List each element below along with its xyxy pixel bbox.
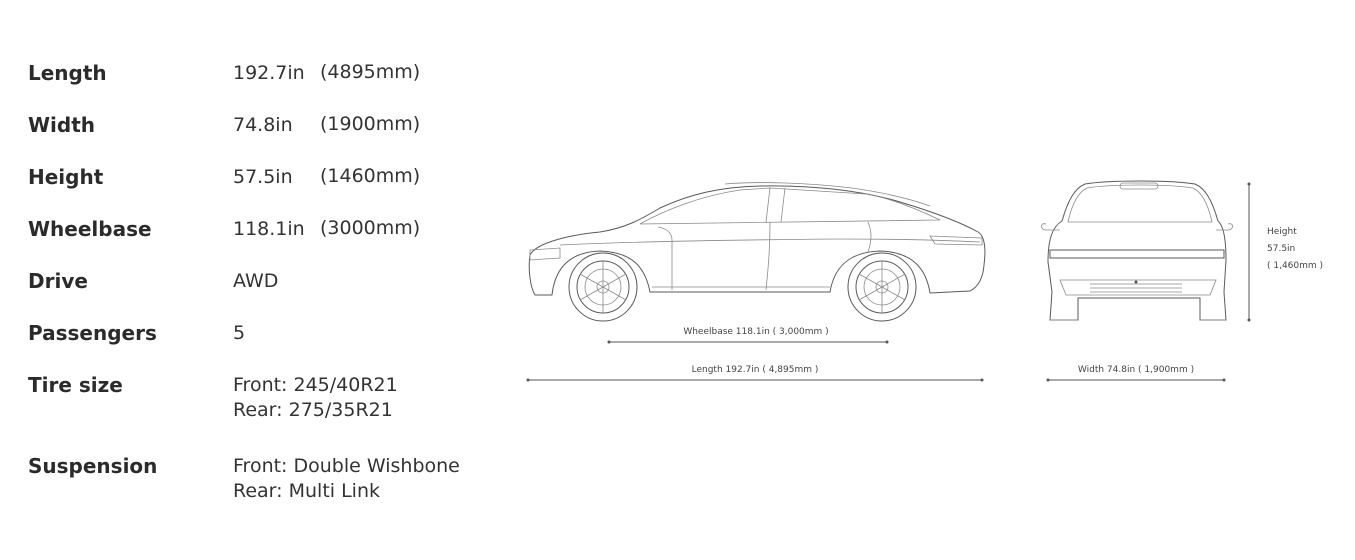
width-dimension bbox=[1047, 365, 1226, 382]
spec-value: AWD bbox=[233, 270, 279, 292]
side-b-pillar bbox=[766, 188, 770, 222]
side-beltline bbox=[560, 239, 980, 245]
spec-label: Drive bbox=[28, 269, 88, 293]
side-front-light bbox=[530, 248, 560, 260]
side-c-pillar bbox=[781, 188, 785, 222]
spec-label: Height bbox=[28, 165, 104, 189]
spec-metric: (1900mm) bbox=[320, 113, 421, 135]
width-label: Width 74.8in ( 1,900mm ) bbox=[1077, 365, 1195, 375]
rear-wheel bbox=[848, 253, 916, 321]
height-label: Height bbox=[1267, 227, 1297, 237]
rear-roof-antenna bbox=[1120, 183, 1158, 189]
spec-metric: (4895mm) bbox=[320, 61, 421, 83]
side-door-rear bbox=[766, 222, 770, 290]
rear-mirror-right bbox=[1216, 224, 1233, 230]
spec-label: Tire size bbox=[28, 373, 123, 397]
side-door-rear-edge bbox=[868, 222, 871, 252]
car-side-view bbox=[529, 183, 985, 321]
spec-label: Length bbox=[28, 61, 107, 85]
side-door-front bbox=[658, 227, 672, 290]
wheelbase-label: Wheelbase 118.1in ( 3,000mm ) bbox=[683, 327, 829, 337]
wheelbase-dimension bbox=[608, 327, 889, 344]
height-value-mm: ( 1,460mm ) bbox=[1267, 261, 1324, 271]
side-body-outline bbox=[529, 186, 985, 295]
spec-metric: (3000mm) bbox=[320, 217, 421, 239]
spec-value-line: Front: Double Wishbone bbox=[233, 455, 460, 477]
length-label: Length 192.7in ( 4,895mm ) bbox=[691, 365, 819, 375]
height-value-in: 57.5in bbox=[1267, 244, 1296, 254]
rear-diffuser bbox=[1090, 284, 1182, 292]
front-wheel bbox=[569, 253, 637, 321]
spec-value: 118.1in bbox=[233, 218, 305, 240]
spec-value: 192.7in bbox=[233, 62, 305, 84]
spec-value: 57.5in bbox=[233, 166, 293, 188]
height-dimension bbox=[1248, 183, 1324, 322]
rear-window bbox=[1068, 185, 1212, 222]
car-rear-view bbox=[1042, 181, 1233, 320]
side-window-line bbox=[640, 188, 940, 224]
rear-bumper bbox=[1060, 280, 1216, 295]
spec-value-line: Rear: Multi Link bbox=[233, 480, 380, 502]
spec-label: Suspension bbox=[28, 454, 158, 478]
spec-label: Width bbox=[28, 113, 96, 137]
spec-label: Passengers bbox=[28, 321, 157, 345]
spec-value-line: Rear: 275/35R21 bbox=[233, 399, 393, 421]
length-dimension bbox=[527, 365, 984, 382]
spec-label: Wheelbase bbox=[28, 217, 152, 241]
spec-metric: (1460mm) bbox=[320, 165, 421, 187]
rear-light-bar bbox=[1050, 250, 1224, 258]
spec-value: 74.8in bbox=[233, 114, 293, 136]
spec-value-line: Front: 245/40R21 bbox=[233, 374, 398, 396]
spec-value: 5 bbox=[233, 322, 246, 344]
